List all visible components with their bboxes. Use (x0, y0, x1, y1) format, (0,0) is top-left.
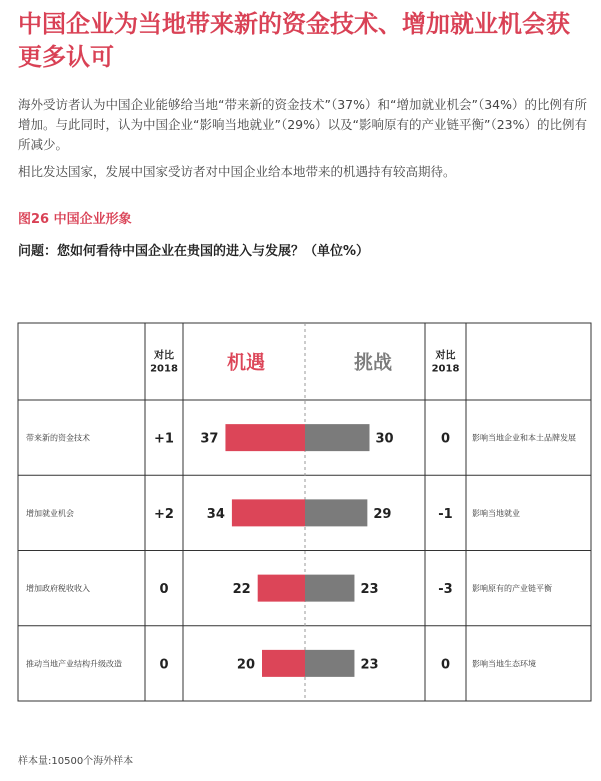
row-opportunity-change-2: 0 (159, 582, 169, 598)
challenge-bar-1 (305, 499, 367, 526)
row-opportunity-change-1: +2 (154, 506, 174, 522)
row-challenge-label-1: 影响当地就业 (472, 508, 520, 518)
opportunity-bar-1 (232, 499, 305, 526)
opportunity-value-1: 34 (206, 506, 225, 522)
row-opportunity-label-3: 推动当地产业结构升级改造 (26, 659, 122, 669)
page-title: 中国企业为当地带来新的资金技术、增加就业机会获更多认可 (18, 10, 570, 71)
challenge-value-1: 29 (373, 506, 392, 522)
header-challenge: 挑战 (353, 351, 393, 374)
header-compare-right-line1: 对比 (435, 350, 456, 362)
opportunity-value-0: 37 (200, 431, 219, 447)
figure-title: 图26 中国企业形象 (18, 212, 132, 227)
row-challenge-change-3: 0 (440, 657, 451, 673)
survey-question: 问题：您如何看待中国企业在贵国的进入与发展？（单位%） (18, 244, 370, 259)
challenge-bar-0 (305, 424, 370, 451)
row-challenge-change-1: -1 (438, 506, 453, 522)
opportunity-bar-2 (258, 575, 305, 602)
header-compare-left-line2: 2018 (150, 363, 178, 375)
sample-size-note: 样本量:10500个海外样本 (18, 756, 134, 767)
challenge-value-0: 30 (375, 431, 394, 447)
comparison-paragraph: 相比发达国家，发展中国家受访者对中国企业给本地带来的机遇持有较高期待。 (18, 164, 456, 179)
row-opportunity-label-2: 增加政府税收收入 (26, 584, 90, 594)
row-opportunity-change-3: 0 (159, 657, 169, 673)
challenge-bar-3 (305, 650, 354, 677)
row-challenge-label-0: 影响当地企业和本土品牌发展 (472, 433, 576, 443)
header-opportunity: 机遇 (226, 351, 266, 374)
row-challenge-change-2: -3 (438, 582, 453, 598)
challenge-value-3: 23 (360, 657, 379, 673)
header-compare-right-line2: 2018 (431, 363, 460, 375)
row-opportunity-change-0: +1 (154, 431, 174, 447)
row-challenge-label-2: 影响原有的产业链平衡 (472, 584, 552, 594)
row-challenge-label-3: 影响当地生态环境 (472, 659, 536, 669)
header-compare-left-line1: 对比 (154, 350, 174, 362)
row-opportunity-label-1: 增加就业机会 (26, 508, 74, 518)
opportunity-bar-3 (262, 650, 305, 677)
row-challenge-change-0: 0 (440, 431, 451, 447)
row-opportunity-label-0: 带来新的资金技术 (26, 433, 90, 443)
opportunity-value-2: 22 (232, 582, 251, 598)
challenge-bar-2 (305, 575, 354, 602)
challenge-value-2: 23 (360, 582, 379, 598)
opportunity-bar-0 (225, 424, 305, 451)
intro-paragraph: 海外受访者认为中国企业能够给当地“带来新的资金技术”（37%）和“增加就业机会”（34%）的比例有所增加。与此同时，认为中国企业“影响当地就业”（29%）以及“影响原有的产业链平衡”（23%）的比例有所减少。 (18, 97, 587, 152)
opportunity-value-3: 20 (236, 657, 255, 673)
